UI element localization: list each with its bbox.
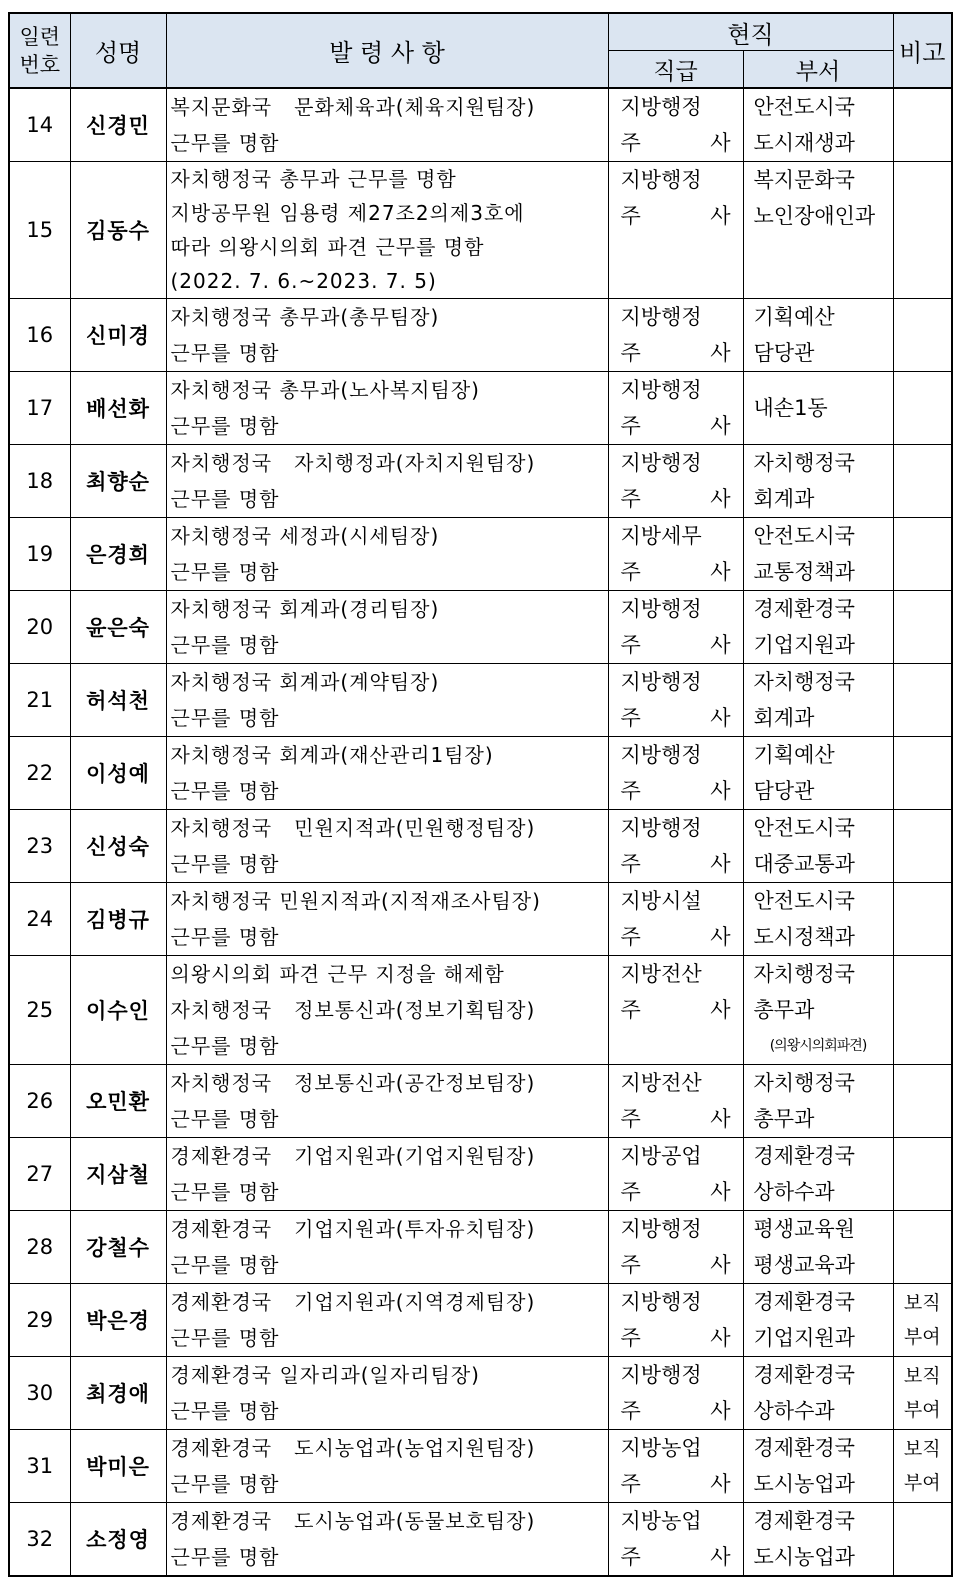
- department-line: 기업지원과: [753, 633, 855, 657]
- rank-line: 지방행정: [620, 1217, 702, 1241]
- person-name-cell: 박은경: [70, 1284, 166, 1357]
- note-cell: [893, 1503, 952, 1577]
- appointment-cell: [166, 664, 608, 737]
- rank-cell: [608, 1211, 743, 1284]
- department-cell: [743, 1357, 893, 1430]
- department-line: 경제환경국: [753, 1363, 855, 1387]
- rank-cell: [608, 1357, 743, 1430]
- rank-cell: [608, 1065, 743, 1138]
- serial-number-cell: 14: [9, 88, 70, 162]
- appointment-line: 자치행정국 정보통신과(정보기획팀장): [170, 998, 536, 1022]
- appointment-line: 지방공무원 임용령 제27조2의제3호에: [170, 201, 525, 225]
- appointment-cell: [166, 1211, 608, 1284]
- department-cell: [743, 518, 893, 591]
- person-name-cell: 강철수: [70, 1211, 166, 1284]
- note-cell: [893, 810, 952, 883]
- appointment-line: 근무를 명함: [170, 1253, 280, 1277]
- rank-line: 주 사: [620, 1180, 731, 1204]
- header-serial-number: 일련 번호: [9, 13, 70, 88]
- person-name-cell: 이성예: [70, 737, 166, 810]
- appointment-cell: [166, 162, 608, 299]
- table-row: [9, 737, 952, 810]
- rank-line: 지방행정: [620, 597, 702, 621]
- department-line: 도시농업과: [753, 1472, 855, 1496]
- header-department: 부서: [743, 51, 893, 89]
- person-name-cell: 배선화: [70, 372, 166, 445]
- department-line: 평생교육원: [753, 1217, 855, 1241]
- appointment-cell: [166, 737, 608, 810]
- rank-line: 지방전산: [620, 962, 702, 986]
- rank-line: 주 사: [620, 414, 731, 438]
- department-line: 안전도시국: [753, 95, 855, 119]
- department-cell: [743, 1430, 893, 1503]
- header-name: 성명: [70, 13, 166, 88]
- table-row: [9, 1138, 952, 1211]
- note-cell: 보직 부여: [893, 1430, 952, 1503]
- rank-line: 주 사: [620, 1399, 731, 1423]
- table-row: [9, 372, 952, 445]
- note-cell: [893, 299, 952, 372]
- serial-number-cell: 30: [9, 1357, 70, 1430]
- rank-line: 지방농업: [620, 1509, 702, 1533]
- table-row: [9, 810, 952, 883]
- rank-line: 지방시설: [620, 889, 702, 913]
- rank-line: 주 사: [620, 1545, 731, 1569]
- appointment-cell: [166, 956, 608, 1065]
- person-name-cell: 최경애: [70, 1357, 166, 1430]
- rank-cell: [608, 1430, 743, 1503]
- rank-line: 지방행정: [620, 1290, 702, 1314]
- department-cell: [743, 591, 893, 664]
- rank-line: 주 사: [620, 706, 731, 730]
- note-cell: [893, 518, 952, 591]
- serial-number-cell: 24: [9, 883, 70, 956]
- appointment-line: 자치행정국 회계과(계약팀장): [170, 670, 440, 694]
- department-cell: [743, 1503, 893, 1577]
- header-note: 비고: [893, 13, 952, 88]
- appointment-line: 경제환경국 도시농업과(동물보호팀장): [170, 1509, 536, 1533]
- table-row: [9, 299, 952, 372]
- rank-line: 주 사: [620, 1107, 731, 1131]
- note-cell: [893, 88, 952, 162]
- serial-number-cell: 27: [9, 1138, 70, 1211]
- department-line: 기획예산: [753, 743, 835, 767]
- rank-line: 주 사: [620, 1326, 731, 1350]
- appointment-line: 근무를 명함: [170, 487, 280, 511]
- appointment-line: 의왕시의회 파견 근무 지정을 해제함: [170, 962, 505, 986]
- appointment-line: 경제환경국 기업지원과(기업지원팀장): [170, 1144, 536, 1168]
- serial-number-cell: 25: [9, 956, 70, 1065]
- department-line: 도시재생과: [753, 131, 855, 155]
- department-line: 자치행정국: [753, 451, 855, 475]
- appointment-line: 경제환경국 기업지원과(지역경제팀장): [170, 1290, 536, 1314]
- appointment-cell: [166, 1284, 608, 1357]
- serial-number-cell: 15: [9, 162, 70, 299]
- serial-number-cell: 18: [9, 445, 70, 518]
- appointment-cell: [166, 883, 608, 956]
- note-cell: [893, 372, 952, 445]
- note-cell: [893, 1138, 952, 1211]
- appointment-line: 근무를 명함: [170, 633, 280, 657]
- rank-line: 지방세무: [620, 524, 702, 548]
- person-name-cell: 김동수: [70, 162, 166, 299]
- appointment-line: 근무를 명함: [170, 560, 280, 584]
- table-row: [9, 518, 952, 591]
- appointment-line: 자치행정국 총무과(총무팀장): [170, 305, 440, 329]
- person-name-cell: 오민환: [70, 1065, 166, 1138]
- appointment-line: 근무를 명함: [170, 1545, 280, 1569]
- table-row: [9, 1503, 952, 1577]
- rank-cell: [608, 299, 743, 372]
- department-line: 자치행정국: [753, 962, 855, 986]
- appointment-cell: [166, 1503, 608, 1577]
- department-line: 상하수과: [753, 1180, 835, 1204]
- appointment-line: 자치행정국 세정과(시세팀장): [170, 524, 440, 548]
- appointment-line: 자치행정국 자치행정과(자치지원팀장): [170, 451, 536, 475]
- rank-cell: [608, 883, 743, 956]
- appointment-line: 근무를 명함: [170, 1399, 280, 1423]
- appointment-cell: [166, 810, 608, 883]
- department-cell: [743, 737, 893, 810]
- department-line: 총무과: [753, 998, 815, 1022]
- note-cell: [893, 1065, 952, 1138]
- note-cell: [893, 162, 952, 299]
- rank-line: 주 사: [620, 341, 731, 365]
- department-line: 경제환경국: [753, 1144, 855, 1168]
- table-row: [9, 88, 952, 162]
- appointment-line: 근무를 명함: [170, 779, 280, 803]
- department-line: 대중교통과: [753, 852, 855, 876]
- table-row: [9, 445, 952, 518]
- table-row: [9, 1284, 952, 1357]
- department-line: 기업지원과: [753, 1326, 855, 1350]
- department-line: 기획예산: [753, 305, 835, 329]
- note-cell: [893, 1211, 952, 1284]
- appointment-line: (2022. 7. 6.~2023. 7. 5): [170, 269, 437, 293]
- department-line: 경제환경국: [753, 1436, 855, 1460]
- rank-line: 지방행정: [620, 1363, 702, 1387]
- department-line: 안전도시국: [753, 889, 855, 913]
- rank-cell: [608, 162, 743, 299]
- rank-cell: [608, 664, 743, 737]
- serial-number-cell: 20: [9, 591, 70, 664]
- rank-line: 지방전산: [620, 1071, 702, 1095]
- person-name-cell: 은경희: [70, 518, 166, 591]
- note-cell: [893, 591, 952, 664]
- department-cell: [743, 445, 893, 518]
- rank-cell: [608, 737, 743, 810]
- department-line: 상하수과: [753, 1399, 835, 1423]
- note-cell: [893, 445, 952, 518]
- appointment-line: 자치행정국 회계과(경리팀장): [170, 597, 440, 621]
- department-cell: [743, 1138, 893, 1211]
- department-line: 담당관: [753, 341, 815, 365]
- appointment-cell: [166, 88, 608, 162]
- appointment-line: 경제환경국 기업지원과(투자유치팀장): [170, 1217, 536, 1241]
- rank-line: 지방행정: [620, 168, 702, 192]
- appointment-cell: [166, 445, 608, 518]
- person-name-cell: 신성숙: [70, 810, 166, 883]
- appointment-line: 자치행정국 민원지적과(민원행정팀장): [170, 816, 536, 840]
- header-appointment: 발 령 사 항: [166, 13, 608, 88]
- serial-number-cell: 26: [9, 1065, 70, 1138]
- department-line: 안전도시국: [753, 524, 855, 548]
- rank-line: 주 사: [620, 560, 731, 584]
- header-current-position: 현직: [608, 13, 893, 51]
- rank-cell: [608, 1284, 743, 1357]
- rank-cell: [608, 1503, 743, 1577]
- rank-line: 지방농업: [620, 1436, 702, 1460]
- serial-number-cell: 19: [9, 518, 70, 591]
- appointment-cell: [166, 1430, 608, 1503]
- rank-cell: [608, 591, 743, 664]
- serial-number-cell: 29: [9, 1284, 70, 1357]
- rank-line: 주 사: [620, 487, 731, 511]
- appointment-line: 근무를 명함: [170, 131, 280, 155]
- appointment-line: 근무를 명함: [170, 1180, 280, 1204]
- serial-number-cell: 23: [9, 810, 70, 883]
- table-row: [9, 1211, 952, 1284]
- appointment-cell: [166, 591, 608, 664]
- department-line: (의왕시의회파견): [769, 1038, 867, 1054]
- department-cell: [743, 162, 893, 299]
- department-cell: [743, 372, 893, 445]
- department-line: 자치행정국: [753, 1071, 855, 1095]
- appointment-line: 근무를 명함: [170, 1326, 280, 1350]
- person-name-cell: 허석천: [70, 664, 166, 737]
- rank-line: 주 사: [620, 998, 731, 1022]
- appointment-line: 경제환경국 도시농업과(농업지원팀장): [170, 1436, 536, 1460]
- appointment-line: 자치행정국 정보통신과(공간정보팀장): [170, 1071, 536, 1095]
- department-line: 교통정책과: [753, 560, 855, 584]
- table-row: [9, 956, 952, 1065]
- note-cell: [893, 664, 952, 737]
- department-line: 경제환경국: [753, 1509, 855, 1533]
- rank-line: 주 사: [620, 131, 731, 155]
- rank-line: 지방행정: [620, 816, 702, 840]
- department-line: 도시농업과: [753, 1545, 855, 1569]
- rank-line: 주 사: [620, 1472, 731, 1496]
- department-line: 복지문화국: [753, 168, 855, 192]
- table-row: [9, 883, 952, 956]
- department-line: 안전도시국: [753, 816, 855, 840]
- person-name-cell: 신경민: [70, 88, 166, 162]
- appointment-line: 근무를 명함: [170, 341, 280, 365]
- appointment-cell: [166, 1138, 608, 1211]
- note-cell: [893, 956, 952, 1065]
- person-name-cell: 김병규: [70, 883, 166, 956]
- appointment-line: 근무를 명함: [170, 706, 280, 730]
- appointment-cell: [166, 299, 608, 372]
- appointment-line: 자치행정국 민원지적과(지적재조사팀장): [170, 889, 541, 913]
- serial-number-cell: 22: [9, 737, 70, 810]
- rank-cell: [608, 810, 743, 883]
- person-name-cell: 최향순: [70, 445, 166, 518]
- department-line: 내손1동: [753, 396, 828, 420]
- serial-number-cell: 28: [9, 1211, 70, 1284]
- note-cell: 보직 부여: [893, 1357, 952, 1430]
- rank-line: 지방공업: [620, 1144, 702, 1168]
- department-line: 총무과: [753, 1107, 815, 1131]
- rank-line: 주 사: [620, 633, 731, 657]
- department-cell: [743, 883, 893, 956]
- appointment-line: 근무를 명함: [170, 1472, 280, 1496]
- appointment-line: 복지문화국 문화체육과(체육지원팀장): [170, 95, 536, 119]
- appointment-table: [8, 12, 953, 1577]
- rank-cell: [608, 88, 743, 162]
- note-cell: 보직 부여: [893, 1284, 952, 1357]
- department-line: 평생교육과: [753, 1253, 855, 1277]
- serial-number-cell: 17: [9, 372, 70, 445]
- appointment-line: 자치행정국 총무과 근무를 명함: [170, 167, 457, 191]
- appointment-cell: [166, 518, 608, 591]
- serial-number-cell: 16: [9, 299, 70, 372]
- rank-line: 주 사: [620, 925, 731, 949]
- department-cell: [743, 956, 893, 1065]
- header-rank: 직급: [608, 51, 743, 89]
- department-cell: [743, 1284, 893, 1357]
- appointment-line: 근무를 명함: [170, 1107, 280, 1131]
- appointment-cell: [166, 1065, 608, 1138]
- appointment-line: 경제환경국 일자리과(일자리팀장): [170, 1363, 480, 1387]
- rank-cell: [608, 518, 743, 591]
- department-line: 경제환경국: [753, 597, 855, 621]
- person-name-cell: 신미경: [70, 299, 166, 372]
- department-cell: [743, 664, 893, 737]
- person-name-cell: 박미은: [70, 1430, 166, 1503]
- table-body: [9, 88, 952, 1576]
- appointment-line: 근무를 명함: [170, 852, 280, 876]
- serial-number-cell: 32: [9, 1503, 70, 1577]
- rank-cell: [608, 956, 743, 1065]
- appointment-line: 근무를 명함: [170, 414, 280, 438]
- rank-line: 주 사: [620, 779, 731, 803]
- appointment-line: 자치행정국 회계과(재산관리1팀장): [170, 743, 494, 767]
- department-cell: [743, 299, 893, 372]
- rank-line: 지방행정: [620, 378, 702, 402]
- appointment-line: 따라 의왕시의회 파견 근무를 명함: [170, 235, 485, 259]
- department-line: 노인장애인과: [753, 204, 876, 228]
- note-cell: [893, 737, 952, 810]
- department-line: 경제환경국: [753, 1290, 855, 1314]
- department-line: 담당관: [753, 779, 815, 803]
- appointment-line: 자치행정국 총무과(노사복지팀장): [170, 378, 480, 402]
- department-line: 회계과: [753, 487, 815, 511]
- department-cell: [743, 1065, 893, 1138]
- note-cell: [893, 883, 952, 956]
- rank-line: 지방행정: [620, 95, 702, 119]
- person-name-cell: 소정영: [70, 1503, 166, 1577]
- rank-line: 지방행정: [620, 670, 702, 694]
- department-cell: [743, 1211, 893, 1284]
- rank-line: 지방행정: [620, 451, 702, 475]
- table-row: [9, 591, 952, 664]
- department-cell: [743, 88, 893, 162]
- department-line: 회계과: [753, 706, 815, 730]
- department-cell: [743, 810, 893, 883]
- department-line: 자치행정국: [753, 670, 855, 694]
- appointment-line: 근무를 명함: [170, 925, 280, 949]
- table-row: [9, 1065, 952, 1138]
- person-name-cell: 이수인: [70, 956, 166, 1065]
- appointment-line: 근무를 명함: [170, 1034, 280, 1058]
- rank-line: 주 사: [620, 204, 731, 228]
- appointment-cell: [166, 1357, 608, 1430]
- person-name-cell: 윤은숙: [70, 591, 166, 664]
- rank-cell: [608, 372, 743, 445]
- serial-number-cell: 31: [9, 1430, 70, 1503]
- table-row: [9, 1357, 952, 1430]
- table-row: [9, 1430, 952, 1503]
- table-row: [9, 162, 952, 299]
- rank-cell: [608, 445, 743, 518]
- appointment-cell: [166, 372, 608, 445]
- department-line: 도시정책과: [753, 925, 855, 949]
- rank-line: 지방행정: [620, 305, 702, 329]
- rank-line: 주 사: [620, 1253, 731, 1277]
- rank-line: 주 사: [620, 852, 731, 876]
- rank-cell: [608, 1138, 743, 1211]
- table-row: [9, 664, 952, 737]
- rank-line: 지방행정: [620, 743, 702, 767]
- person-name-cell: 지삼철: [70, 1138, 166, 1211]
- serial-number-cell: 21: [9, 664, 70, 737]
